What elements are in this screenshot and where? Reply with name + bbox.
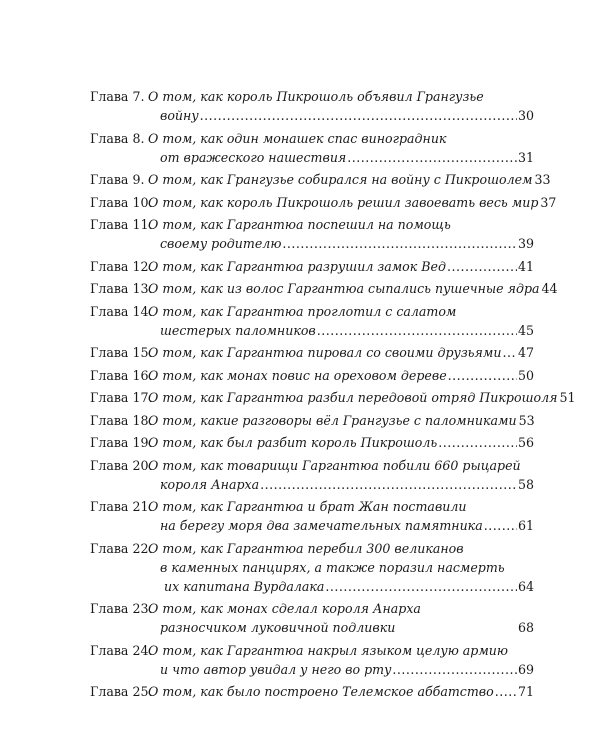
dot-leader: [495, 682, 517, 701]
chapter-title: [148, 343, 534, 362]
toc-entry[interactable]: [90, 539, 534, 596]
chapter-number: Глава 20.: [90, 457, 153, 473]
toc-entry[interactable]: [90, 87, 534, 125]
chapter-title: [148, 682, 534, 701]
page-number: 56: [517, 435, 534, 450]
chapter-title-line: О том, как было построено Телемское аббатство: [148, 684, 494, 699]
dot-leader: [200, 106, 517, 125]
dot-leader: [347, 148, 517, 167]
toc-entry[interactable]: [90, 456, 534, 494]
chapter-title: [148, 497, 534, 535]
chapter-title-line: О том, как из волос Гаргантюа сыпались пушечные ядра: [148, 281, 540, 296]
chapter-title-line: короля Анарха: [160, 476, 260, 492]
toc-entry[interactable]: [90, 257, 534, 276]
chapter-number: Глава 19.: [90, 435, 153, 450]
chapter-title: [148, 257, 534, 276]
chapter-number: Глава 8.: [90, 130, 145, 146]
chapter-title-line: О том, как был разбит король Пикрошоль: [148, 435, 438, 450]
chapter-title-line: О том, как товарищи Гаргантюа побили 660 рыцарей: [148, 457, 521, 473]
chapter-number: Глава 11.: [90, 217, 153, 232]
chapter-title-line: О том, как Гаргантюа перебил 300 великанов: [148, 540, 464, 556]
chapter-number: Глава 14.: [90, 303, 153, 319]
chapter-title-line: О том, как один монашек спас виноградник: [148, 130, 447, 146]
toc-entry[interactable]: [90, 215, 534, 253]
chapter-number: Глава 21.: [90, 499, 153, 514]
chapter-title: [148, 599, 534, 637]
toc-entry[interactable]: [90, 641, 534, 679]
toc-entry[interactable]: [90, 433, 534, 452]
chapter-title: [148, 433, 534, 452]
chapter-title: [148, 129, 534, 167]
toc-entry[interactable]: [90, 366, 534, 385]
chapter-number: Глава 12.: [90, 258, 153, 274]
page-number: 68: [517, 620, 534, 635]
toc-entry[interactable]: [90, 129, 534, 167]
chapter-title: [148, 193, 557, 212]
chapter-title: [148, 215, 534, 253]
page-number: 45: [517, 322, 534, 338]
chapter-title: [148, 411, 534, 430]
chapter-title-line: О том, как Гаргантюа разбил передовой отряд Пикрошоля: [148, 390, 558, 405]
page-number: 71: [517, 684, 534, 699]
page-number: 69: [517, 661, 534, 677]
page-number: 37: [540, 194, 557, 210]
chapter-title: [148, 539, 534, 596]
chapter-title-line: войну: [160, 108, 199, 123]
chapter-title-line: и что автор увидал у него во рту: [160, 661, 392, 677]
toc-entry[interactable]: [90, 388, 576, 407]
toc-entry[interactable]: [90, 343, 534, 362]
page-number: 50: [517, 367, 534, 383]
page-number: 33: [534, 172, 551, 187]
chapter-number: Глава 25.: [90, 684, 153, 699]
page-number: 51: [559, 390, 576, 405]
page-number: 58: [517, 476, 534, 492]
chapter-title: [148, 456, 534, 494]
chapter-number: Глава 10.: [90, 194, 153, 210]
chapter-title-line: О том, как Гаргантюа проглотил с салатом: [148, 303, 457, 319]
chapter-title: [148, 366, 534, 385]
toc-entry[interactable]: [90, 682, 534, 701]
chapter-title-line: О том, как Гаргантюа разрушил замок Вед: [148, 258, 446, 274]
chapter-title-line: О том, как Гаргантюа накрыл языком целую армию: [148, 642, 509, 658]
chapter-number: Глава 24.: [90, 642, 153, 658]
chapter-title-line: О том, как Гаргантюа пировал со своими друзьями: [148, 345, 502, 360]
toc-entry[interactable]: [90, 302, 534, 340]
chapter-title-line: на берегу моря два замечательных памятника: [160, 518, 483, 533]
chapter-title: [148, 302, 534, 340]
chapter-number: Глава 13.: [90, 281, 153, 296]
chapter-title: [148, 388, 576, 407]
chapter-number: Глава 16.: [90, 367, 153, 383]
chapter-title-line: их капитана Вурдалака: [164, 578, 325, 594]
dot-leader: [282, 234, 517, 253]
page-number: 64: [517, 578, 534, 594]
chapter-number: Глава 18.: [90, 412, 153, 428]
page-number: 53: [518, 412, 535, 428]
chapter-title-line: О том, как монах сделал короля Анарха: [148, 601, 421, 616]
chapter-title-line: в каменных панцирях, а также поразил насмерть: [160, 559, 505, 575]
chapter-title-line: О том, как Гаргантюа и брат Жан поставили: [148, 499, 467, 514]
toc-entry[interactable]: [90, 170, 551, 189]
chapter-number: Глава 15.: [90, 345, 153, 360]
page-number: 41: [517, 258, 534, 274]
dot-leader: [317, 321, 517, 340]
chapter-title-line: О том, как король Пикрошоль объявил Грангузье: [148, 89, 484, 104]
chapter-title: [148, 170, 551, 189]
chapter-title-line: от вражеского нашествия: [160, 149, 347, 165]
dot-leader: [325, 577, 517, 596]
chapter-number: Глава 23.: [90, 601, 153, 616]
chapter-title-line: О том, как король Пикрошоль решил завоевать весь мир: [148, 194, 539, 210]
chapter-title-line: О том, как Грангузье собирался на войну с Пикрошолем: [148, 172, 533, 187]
toc-entry[interactable]: [90, 279, 558, 298]
dot-leader: [484, 516, 517, 535]
chapter-title: [148, 641, 534, 679]
page-number: 44: [541, 281, 558, 296]
page-number: 31: [517, 149, 534, 165]
chapter-title-line: разносчиком луковичной подливки: [160, 620, 396, 635]
page-number: 61: [517, 518, 534, 533]
chapter-title-line: О том, как монах повис на ореховом дереве: [148, 367, 447, 383]
dot-leader: [438, 433, 517, 452]
table-of-contents: [90, 87, 576, 705]
page-number: 47: [517, 345, 534, 360]
chapter-title-line: О том, какие разговоры вёл Грангузье с паломниками: [148, 412, 517, 428]
chapter-title: [148, 279, 558, 298]
dot-leader: [448, 366, 517, 385]
dot-leader: [502, 343, 517, 362]
toc-entry[interactable]: [90, 411, 534, 430]
chapter-number: Глава 9.: [90, 172, 145, 187]
dot-leader: [392, 660, 517, 679]
chapter-number: Глава 7.: [90, 89, 145, 104]
chapter-number: Глава 17.: [90, 390, 153, 405]
chapter-number: Глава 22.: [90, 540, 153, 556]
toc-entry[interactable]: [90, 497, 534, 535]
toc-entry[interactable]: [90, 193, 557, 212]
page-number: 39: [517, 236, 534, 251]
chapter-title-line: О том, как Гаргантюа поспешил на помощь: [148, 217, 451, 232]
chapter-title-line: своему родителю: [160, 236, 282, 251]
dot-leader: [260, 475, 517, 494]
dot-leader: [447, 257, 517, 276]
chapter-title: [148, 87, 534, 125]
toc-entry[interactable]: [90, 599, 534, 637]
page-number: 30: [517, 108, 534, 123]
chapter-title-line: шестерых паломников: [160, 322, 316, 338]
